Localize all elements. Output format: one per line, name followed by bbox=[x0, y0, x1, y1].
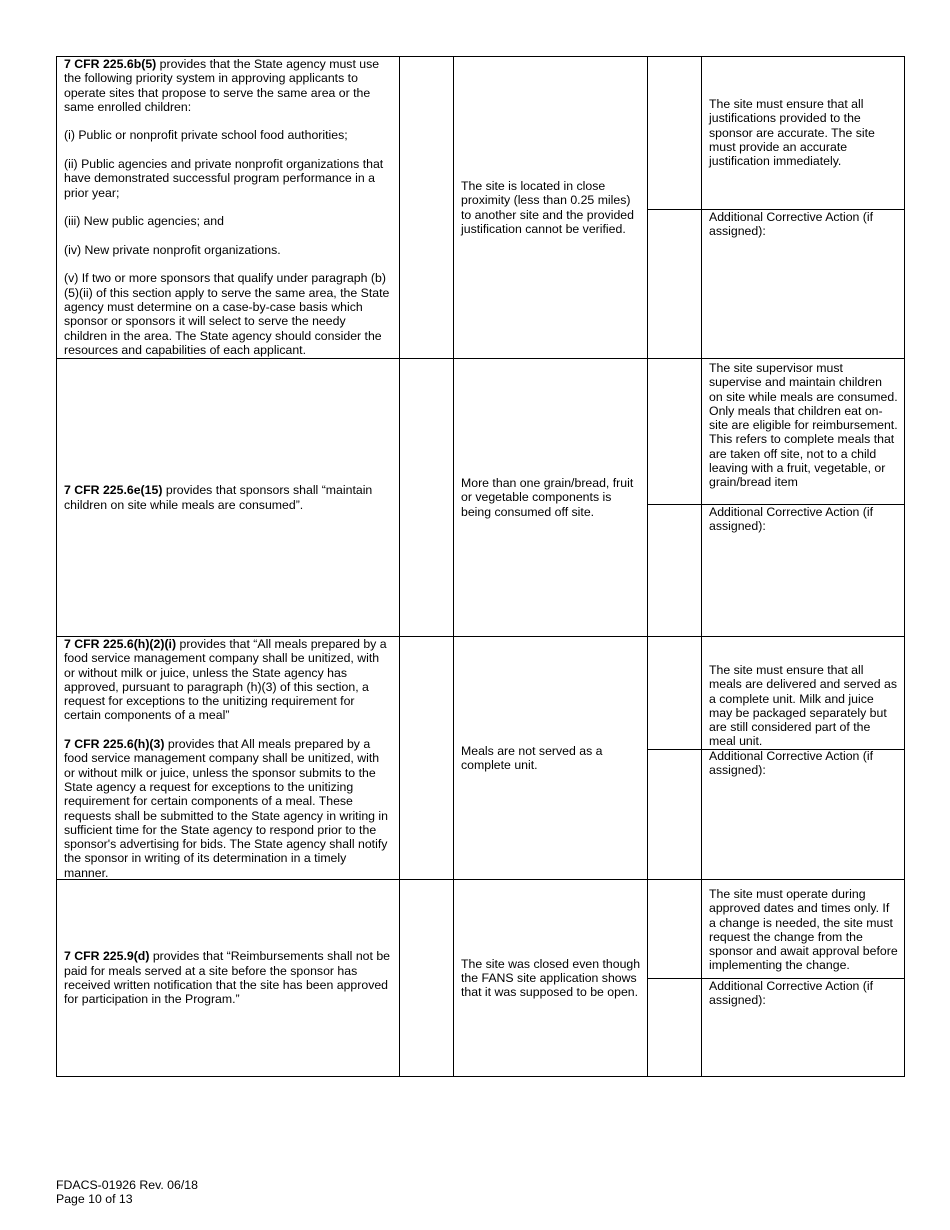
regulation-paragraph: 7 CFR 225.6(h)(2)(i) provides that “All meals prepared by a food service management company shall be unitized, with or without milk or juice, unless the State agency has approved, pursuant to paragraph (h)(3) of this section, a request for exceptions to the unitizing requirement for certain components of a meal” bbox=[64, 637, 387, 723]
regulation-citation: 7 CFR 225.6b(5) bbox=[64, 57, 157, 71]
findings-table bbox=[56, 56, 905, 1077]
finding-cell bbox=[454, 57, 648, 358]
additional-corrective-action-label: Additional Corrective Action (if assigned): bbox=[709, 210, 874, 239]
table-row bbox=[57, 57, 904, 358]
regulation-cell bbox=[57, 359, 400, 636]
table-row bbox=[57, 358, 904, 636]
page-number: Page 10 of 13 bbox=[56, 1192, 133, 1207]
blank-checkbox-cell bbox=[648, 637, 702, 879]
page-footer bbox=[56, 1178, 198, 1207]
regulation-paragraph: (v) If two or more sponsors that qualify under paragraph (b)(5)(ii) of this section apply to serve the same area, the State agency must determine on a case-by-case basis which sponsor or sponsors it will select to serve the needy children in the area. The State agency should consider the resources and capabilities of each applicant. bbox=[64, 271, 390, 357]
regulation-paragraph: (iv) New private nonprofit organizations. bbox=[64, 242, 281, 257]
regulation-cell bbox=[57, 637, 400, 879]
regulation-citation: 7 CFR 225.6(h)(2)(i) bbox=[64, 637, 177, 651]
corrective-action-text: The site must ensure that all meals are delivered and served as a complete unit. Milk and juice may be packaged separately but are still considered part of the meal unit. bbox=[709, 663, 897, 749]
finding-text: The site is located in close proximity (less than 0.25 miles) to another site and the provided justification cannot be verified. bbox=[461, 178, 634, 236]
corrective-action-cell bbox=[702, 637, 904, 879]
blank-checkbox-cell bbox=[648, 880, 702, 1076]
regulation-paragraph: (ii) Public agencies and private nonprofit organizations that have demonstrated successful program performance in a prior year; bbox=[64, 157, 384, 200]
additional-corrective-action-label: Additional Corrective Action (if assigned): bbox=[709, 749, 874, 778]
blank-checkbox-cell bbox=[648, 359, 702, 636]
regulation-paragraph: (i) Public or nonprofit private school food authorities; bbox=[64, 128, 348, 143]
regulation-citation: 7 CFR 225.9(d) bbox=[64, 949, 150, 964]
blank-checkbox-cell bbox=[648, 57, 702, 358]
regulation-paragraph: 7 CFR 225.6(h)(3) provides that All meals prepared by a food service management company shall be unitized, with or without milk or juice, unless the sponsor submits to the State agency a request for exceptions to the unitizing requirement for certain components of a meal. These requests shall be submitted to the State agency in writing in sufficient time for the State agency to respond prior to the sponsor's advertising for bids. The State agency shall notify the sponsor in writing of its determination in a timely manner. bbox=[64, 737, 389, 880]
table-row bbox=[57, 879, 904, 1076]
corrective-action-cell bbox=[702, 880, 904, 1076]
blank-checkbox-cell bbox=[400, 637, 454, 879]
corrective-action-cell bbox=[702, 57, 904, 358]
corrective-action-text: The site must ensure that all justifications provided to the sponsor are accurate. The site must provide an accurate justification immediately. bbox=[709, 97, 875, 169]
finding-text: The site was closed even though the FANS site application shows that it was supposed to be open. bbox=[461, 956, 641, 1000]
blank-checkbox-cell bbox=[400, 57, 454, 358]
regulation-citation: 7 CFR 225.6(h)(3) bbox=[64, 737, 165, 752]
finding-text: More than one grain/bread, fruit or vegetable components is being consumed off site. bbox=[461, 476, 634, 519]
regulation-paragraph: 7 CFR 225.6b(5) provides that the State agency must use the following priority system in approving applicants to operate sites that propose to serve the same area or the same enrolled children: bbox=[64, 57, 380, 114]
finding-cell bbox=[454, 880, 648, 1076]
finding-cell bbox=[454, 637, 648, 879]
additional-corrective-action-label: Additional Corrective Action (if assigned): bbox=[709, 505, 874, 534]
corrective-action-text: The site must operate during approved dates and times only. If a change is needed, the site must request the change from the sponsor and await approval before implementing the change. bbox=[709, 887, 898, 973]
form-id: FDACS-01926 Rev. 06/18 bbox=[56, 1178, 198, 1192]
additional-corrective-action-label: Additional Corrective Action (if assigned): bbox=[709, 979, 874, 1008]
corrective-action-cell bbox=[702, 359, 904, 636]
regulation-paragraph: 7 CFR 225.9(d) provides that “Reimbursements shall not be paid for meals served at a site before the sponsor has received written notification that the site has been approved for participation in the Program.” bbox=[64, 949, 391, 1007]
corrective-action-text: The site supervisor must supervise and maintain children on site while meals are consumed. Only meals that children eat on-site are eligible for reimbursement. This refers to complete meals that are taken off site, not to a child leaving with a fruit, vegetable, or grain/bread item bbox=[709, 361, 898, 490]
blank-checkbox-cell bbox=[400, 880, 454, 1076]
regulation-cell bbox=[57, 57, 400, 358]
finding-cell bbox=[454, 359, 648, 636]
regulation-paragraph: 7 CFR 225.6e(15) provides that sponsors shall “maintain children on site while meals are consumed”. bbox=[64, 483, 373, 512]
regulation-cell bbox=[57, 880, 400, 1076]
finding-text: Meals are not served as a complete unit. bbox=[461, 743, 603, 772]
regulation-paragraph: (iii) New public agencies; and bbox=[64, 214, 224, 229]
table-row bbox=[57, 636, 904, 879]
blank-checkbox-cell bbox=[400, 359, 454, 636]
regulation-citation: 7 CFR 225.6e(15) bbox=[64, 483, 163, 498]
